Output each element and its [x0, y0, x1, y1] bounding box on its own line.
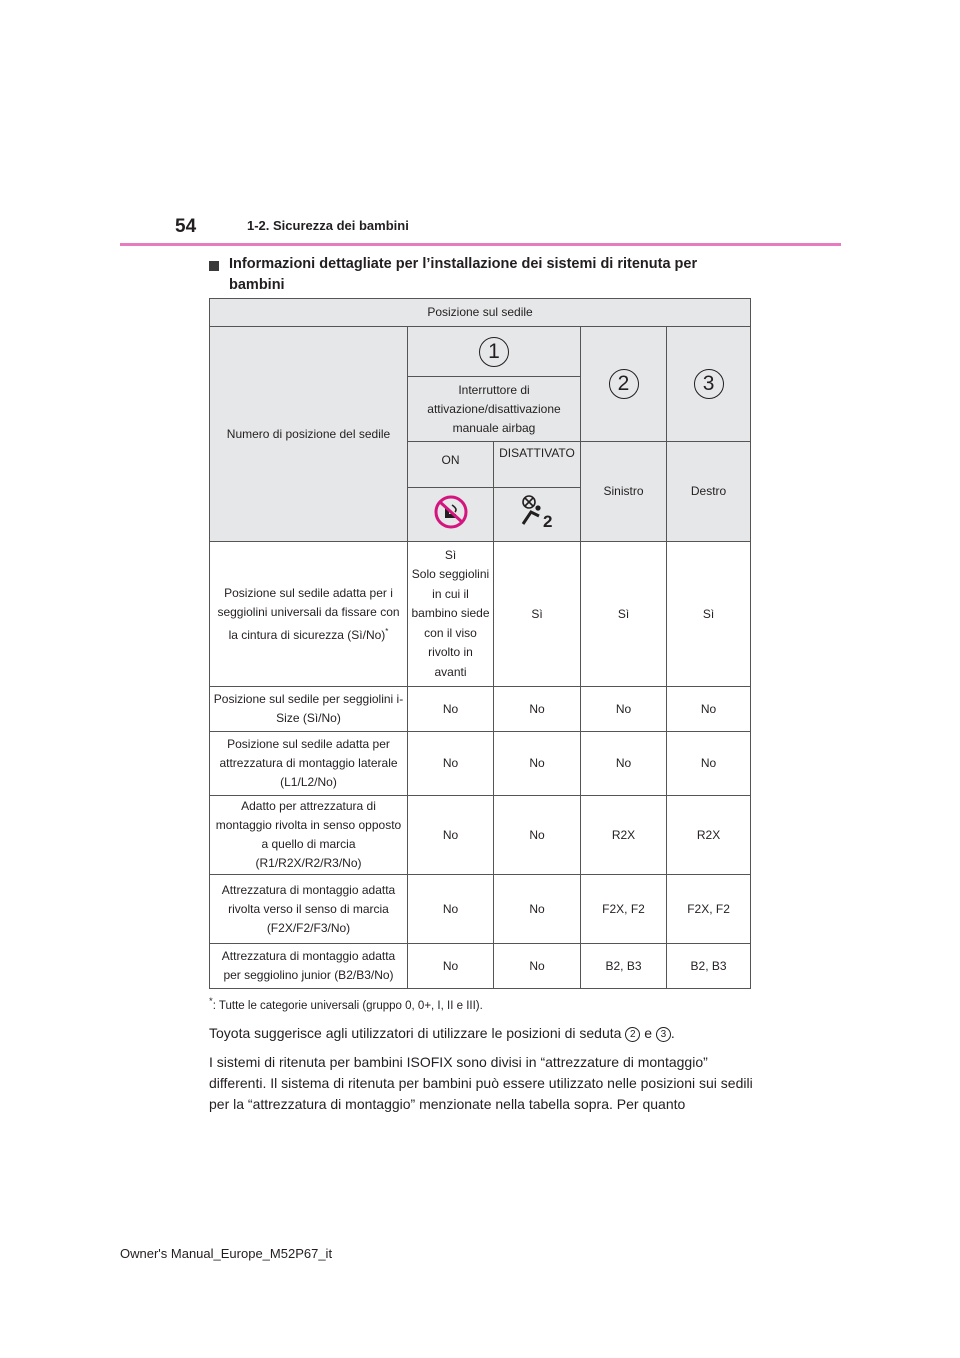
row-cell: No — [494, 875, 581, 944]
row-label: Attrezzatura di montaggio adatta rivolta verso il senso di marcia (F2X/F2/F3/No) — [210, 875, 408, 944]
seat-number-1: 1 — [479, 337, 509, 367]
row-cell: No — [581, 687, 667, 732]
bullet-square-icon — [209, 261, 219, 271]
row-cell: F2X, F2 — [667, 875, 751, 944]
svg-text:2: 2 — [543, 511, 553, 530]
row-cell: No — [494, 944, 581, 989]
row-label: Posizione sul sedile adatta per attrezzatura di montaggio laterale (L1/L2/No) — [210, 732, 408, 796]
row-cell: No — [408, 944, 494, 989]
airbag-off-icon-cell — [408, 488, 494, 542]
airbag-switch-label: Interruttore di attivazione/disattivazione manuale airbag — [408, 377, 581, 442]
seat-3-inline-marker: 3 — [656, 1027, 671, 1042]
seat-2-cell — [581, 327, 667, 442]
row-cell: R2X — [667, 796, 751, 875]
seat-position-label: Numero di posizione del sedile — [210, 327, 408, 542]
seat-3-cell — [667, 327, 751, 442]
airbag-on-label: ON — [408, 442, 494, 488]
row-cell: B2, B3 — [581, 944, 667, 989]
airbag-off-icon — [433, 495, 469, 529]
row-cell: Sì — [667, 542, 751, 687]
row-cell: No — [494, 687, 581, 732]
row-label: Posizione sul sedile per seggiolini i-Size (Sì/No) — [210, 687, 408, 732]
table-title: Posizione sul sedile — [210, 299, 751, 327]
seat-number-3: 3 — [694, 369, 724, 399]
row-label: Posizione sul sedile adatta per i seggiolini universali da fissare con la cintura di sicurezza (Sì/No)* — [210, 542, 408, 687]
page-footer: Owner's Manual_Europe_M52P67_it — [120, 1246, 333, 1261]
row-cell: Sì — [494, 542, 581, 687]
row-cell: No — [408, 875, 494, 944]
row-cell-note: Sì Solo seggiolini in cui il bambino siede con il viso rivolto in avanti — [408, 542, 494, 687]
row-cell: No — [408, 796, 494, 875]
row-label: Adatto per attrezzatura di montaggio rivolta in senso opposto a quello di marcia (R1/R2X/R2/R3/No) — [210, 796, 408, 875]
passenger-airbag-off-icon — [517, 494, 557, 530]
section-heading: Informazioni dettagliate per l’installazione dei sistemi di ritenuta per bambini — [229, 256, 698, 293]
row-cell: Sì — [581, 542, 667, 687]
row-cell: No — [494, 732, 581, 796]
seat-number-2: 2 — [609, 369, 639, 399]
row-cell: No — [408, 732, 494, 796]
footnote-mark: * — [209, 996, 213, 1007]
page-number: 54 — [175, 216, 197, 237]
row-cell: No — [667, 732, 751, 796]
row-cell: No — [667, 687, 751, 732]
seat-2-inline-marker: 2 — [625, 1027, 640, 1042]
row-cell: B2, B3 — [667, 944, 751, 989]
row-cell: F2X, F2 — [581, 875, 667, 944]
left-label: Sinistro — [581, 442, 667, 542]
row-cell: R2X — [581, 796, 667, 875]
isofix-paragraph: I sistemi di ritenuta per bambini ISOFIX sono divisi in “attrezzature di montaggio” differenti. Il sistema di ritenuta per bambini può essere utilizzato nelle posizioni sui sedili per la “attrezzatura di montaggio” menzionate nella tabella sopra. Per quanto — [209, 1054, 753, 1112]
passenger-airbag-off-icon-cell — [494, 488, 581, 542]
header-divider — [120, 243, 841, 246]
row-label: Attrezzatura di montaggio adatta per seggiolino junior (B2/B3/No) — [210, 944, 408, 989]
right-label: Destro — [667, 442, 751, 542]
table-footnote: *: Tutte le categorie universali (gruppo 0, 0+, I, II e III). — [209, 996, 483, 1012]
recommendation-paragraph: Toyota suggerisce agli utilizzatori di utilizzare le posizioni di seduta 2 e 3 . — [209, 1025, 675, 1041]
child-seat-table — [209, 298, 751, 989]
row-cell: No — [408, 687, 494, 732]
section-title: 1-2. Sicurezza dei bambini — [247, 218, 409, 233]
airbag-off-label: DISATTIVATO — [494, 442, 581, 488]
row-cell: No — [494, 796, 581, 875]
row-cell: No — [581, 732, 667, 796]
seat-1-cell — [408, 327, 581, 377]
